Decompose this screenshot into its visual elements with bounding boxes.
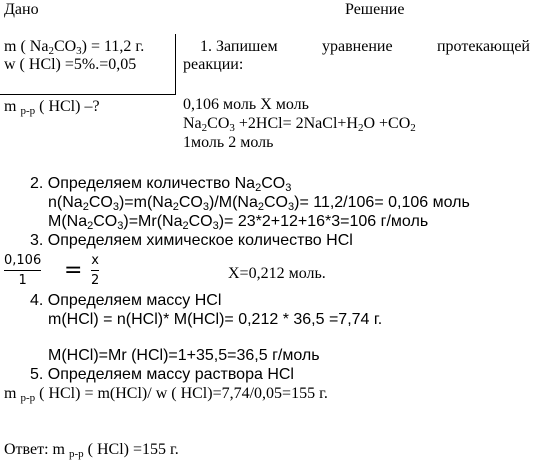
equals-sign: = [64, 258, 83, 283]
given-header: Дано [4, 1, 39, 18]
table-divider-horizontal [0, 94, 176, 95]
step1-heading: 1. Запишем уравнение протекающей [200, 38, 530, 55]
step1-ratio: 1моль 2 моль [183, 134, 274, 151]
solution-header: Решение [345, 1, 405, 18]
step5-title: 5. Определяем массу раствора HCl [30, 366, 294, 383]
step4-title: 4. Определяем массу HCl [30, 292, 222, 309]
step2-title: 2. Определяем количество $Na_2CO_3$ [30, 175, 292, 194]
given-w-hcl: w ( HCl) =5%.=0,05 [4, 56, 137, 73]
step1-moles-line: 0,106 моль X моль [183, 96, 309, 113]
given-mass-na2co3: m ( $Na_2CO_3) = 11,2$ г. [4, 38, 145, 57]
step3-result: X=0,212 моль. [228, 265, 326, 282]
fraction-0106-over-1: 0,106 1 [4, 253, 42, 288]
step1-heading-cont: реакции: [183, 56, 244, 73]
step3-title: 3. Определяем химическое количество HCl [30, 232, 353, 249]
step5-line: m $_{р-р}$ ( HCl) = m(HCl)/ w ( HCl)=7,74/0,05=155 г. [4, 385, 328, 404]
step4-line2: M(HCl)=Mr (HCl)=1+35,5=36,5 г/моль [48, 347, 320, 364]
find-mass-solution: m $_{р-р}$ ( HCl) –? [4, 98, 100, 117]
table-divider-vertical [175, 34, 176, 95]
step2-line2: $M(Na_2CO_3)=Mr(Na_2CO_3)= 23*2+12+16*3=106$ г/моль [48, 213, 429, 232]
step2-line1: $n(Na_2CO_3)=m(Na_2CO_3)/M(Na_2CO_3)= 11,2/106= 0,106$ моль [48, 194, 470, 213]
answer-line: Ответ: m $_{р-р}$ ( HCl) =155 г. [4, 441, 179, 460]
fraction-x-over-2: x 2 [91, 253, 100, 288]
step1-equation: $Na_2CO_3 +2HCl=$ $2NaCl+H_2O +CO_2$ [183, 115, 416, 134]
step4-line1: m(HCl) = n(HCl)* M(HCl)= 0,212 * 36,5 =7,74 г. [48, 311, 383, 328]
